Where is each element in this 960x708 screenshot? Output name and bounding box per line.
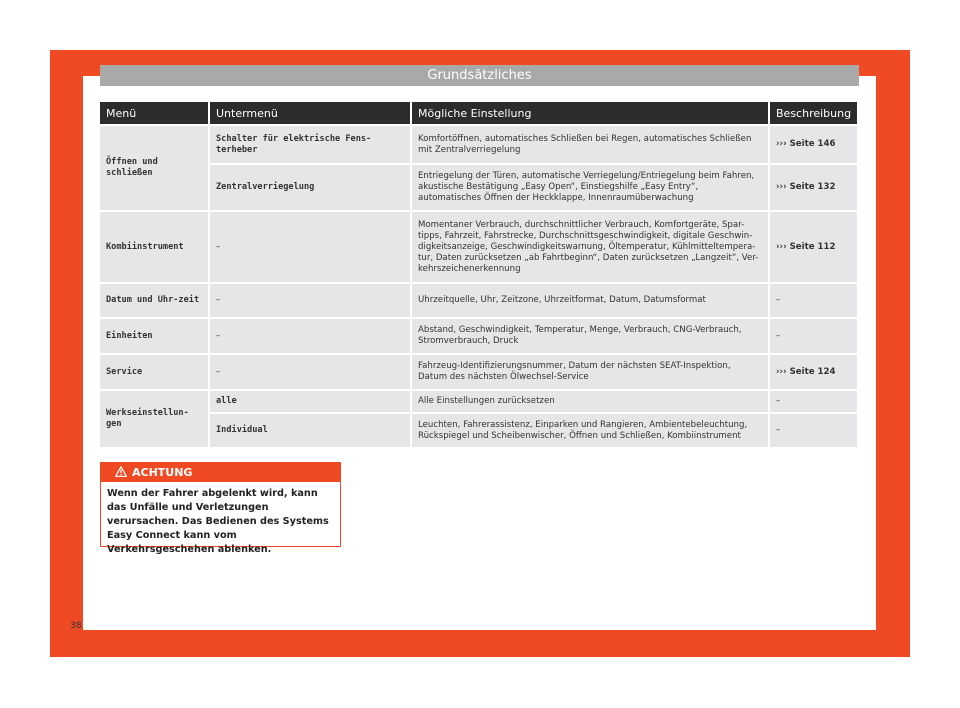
header-submenu: Untermenü [210, 102, 410, 124]
table-header-row [100, 102, 857, 124]
header-setting: Mögliche Einstellung [412, 102, 768, 124]
page-reference-link[interactable]: ››› Seite 124 [770, 355, 857, 389]
submenu-cell: – [210, 212, 410, 282]
menu-cell: Einheiten [100, 319, 208, 353]
menu-cell: Kombiinstrument [100, 212, 208, 282]
table-row [100, 355, 857, 389]
warning-box [100, 462, 341, 555]
description-cell: – [770, 391, 857, 412]
page-reference-link[interactable]: ››› Seite 112 [770, 212, 857, 282]
settings-table [98, 100, 859, 449]
section-title: Grundsätzliches [100, 65, 859, 86]
submenu-cell: – [210, 284, 410, 317]
page-reference-link[interactable]: ››› Seite 132 [770, 165, 857, 210]
warning-header [101, 463, 340, 482]
setting-cell: Entriegelung der Türen, automatische Verriegelung/Entriegelung beim Fahren, akustische Bestätigung „Easy Open“, Einstiegshilfe „Easy Entry“, automatisches Öffnen der Heckklappe, Innenraumüberwachung [412, 165, 768, 210]
setting-cell: Abstand, Geschwindigkeit, Temperatur, Menge, Verbrauch, CNG-Verbrauch, Stromverbrauch, Druck [412, 319, 768, 353]
submenu-cell: Individual [210, 414, 410, 447]
menu-cell: Service [100, 355, 208, 389]
table-row [100, 319, 857, 353]
submenu-cell: – [210, 319, 410, 353]
warning-text: Wenn der Fahrer abgelenkt wird, kann das Unfälle und Verletzungen verursachen. Das Bedienen des Systems Easy Connect kann vom Verkehrsgeschehen ablenken. [107, 488, 329, 555]
submenu-cell: alle [210, 391, 410, 412]
setting-cell: Leuchten, Fahrerassistenz, Einparken und Rangieren, Ambientebeleuchtung, Rückspiegel und Scheibenwischer, Öffnen und Schließen, Kombiinstrument [412, 414, 768, 447]
table-row [100, 284, 857, 317]
setting-cell: Alle Einstellungen zurücksetzen [412, 391, 768, 412]
warning-triangle-icon [115, 464, 127, 475]
menu-cell: Werkseinstellun-gen [100, 391, 208, 447]
setting-cell: Uhrzeitquelle, Uhr, Zeitzone, Uhrzeitformat, Datum, Datumsformat [412, 284, 768, 317]
submenu-cell: – [210, 355, 410, 389]
warning-title: ACHTUNG [132, 466, 193, 479]
setting-cell: Fahrzeug-Identifizierungsnummer, Datum der nächsten SEAT-Inspektion, Datum des nächsten Ölwechsel-Service [412, 355, 768, 389]
menu-cell: Öffnen und schließen [100, 126, 208, 210]
submenu-cell: Schalter für elektrische Fens-terheber [210, 126, 410, 163]
page-number: 38 [70, 621, 82, 631]
header-menu: Menü [100, 102, 208, 124]
setting-cell: Momentaner Verbrauch, durchschnittlicher Verbrauch, Komfortgeräte, Spar-tipps, Fahrzeit, Fahrstrecke, Durchschnittsgeschwindigkeit, digitale Geschwin-digkeitsanzeige, Geschwindigkeitswarnung, Öltemperatur, Kühlmitteltempera-tur, Daten zurücksetzen „ab Fahrtbeginn“, Daten zurücksetzen „Langzeit“, Ver-kehrszeichenerkennung [412, 212, 768, 282]
page-reference-link[interactable]: ››› Seite 146 [770, 126, 857, 163]
description-cell: – [770, 284, 857, 317]
setting-cell: Komfortöffnen, automatisches Schließen bei Regen, automatisches Schließen mit Zentralverriegelung [412, 126, 768, 163]
table-row [100, 126, 857, 163]
table-row [100, 212, 857, 282]
description-cell: – [770, 414, 857, 447]
table-row [100, 391, 857, 412]
table-row [100, 414, 857, 447]
menu-cell: Datum und Uhr-zeit [100, 284, 208, 317]
table-row [100, 165, 857, 210]
header-description: Beschreibung [770, 102, 857, 124]
description-cell: – [770, 319, 857, 353]
submenu-cell: Zentralverriegelung [210, 165, 410, 210]
